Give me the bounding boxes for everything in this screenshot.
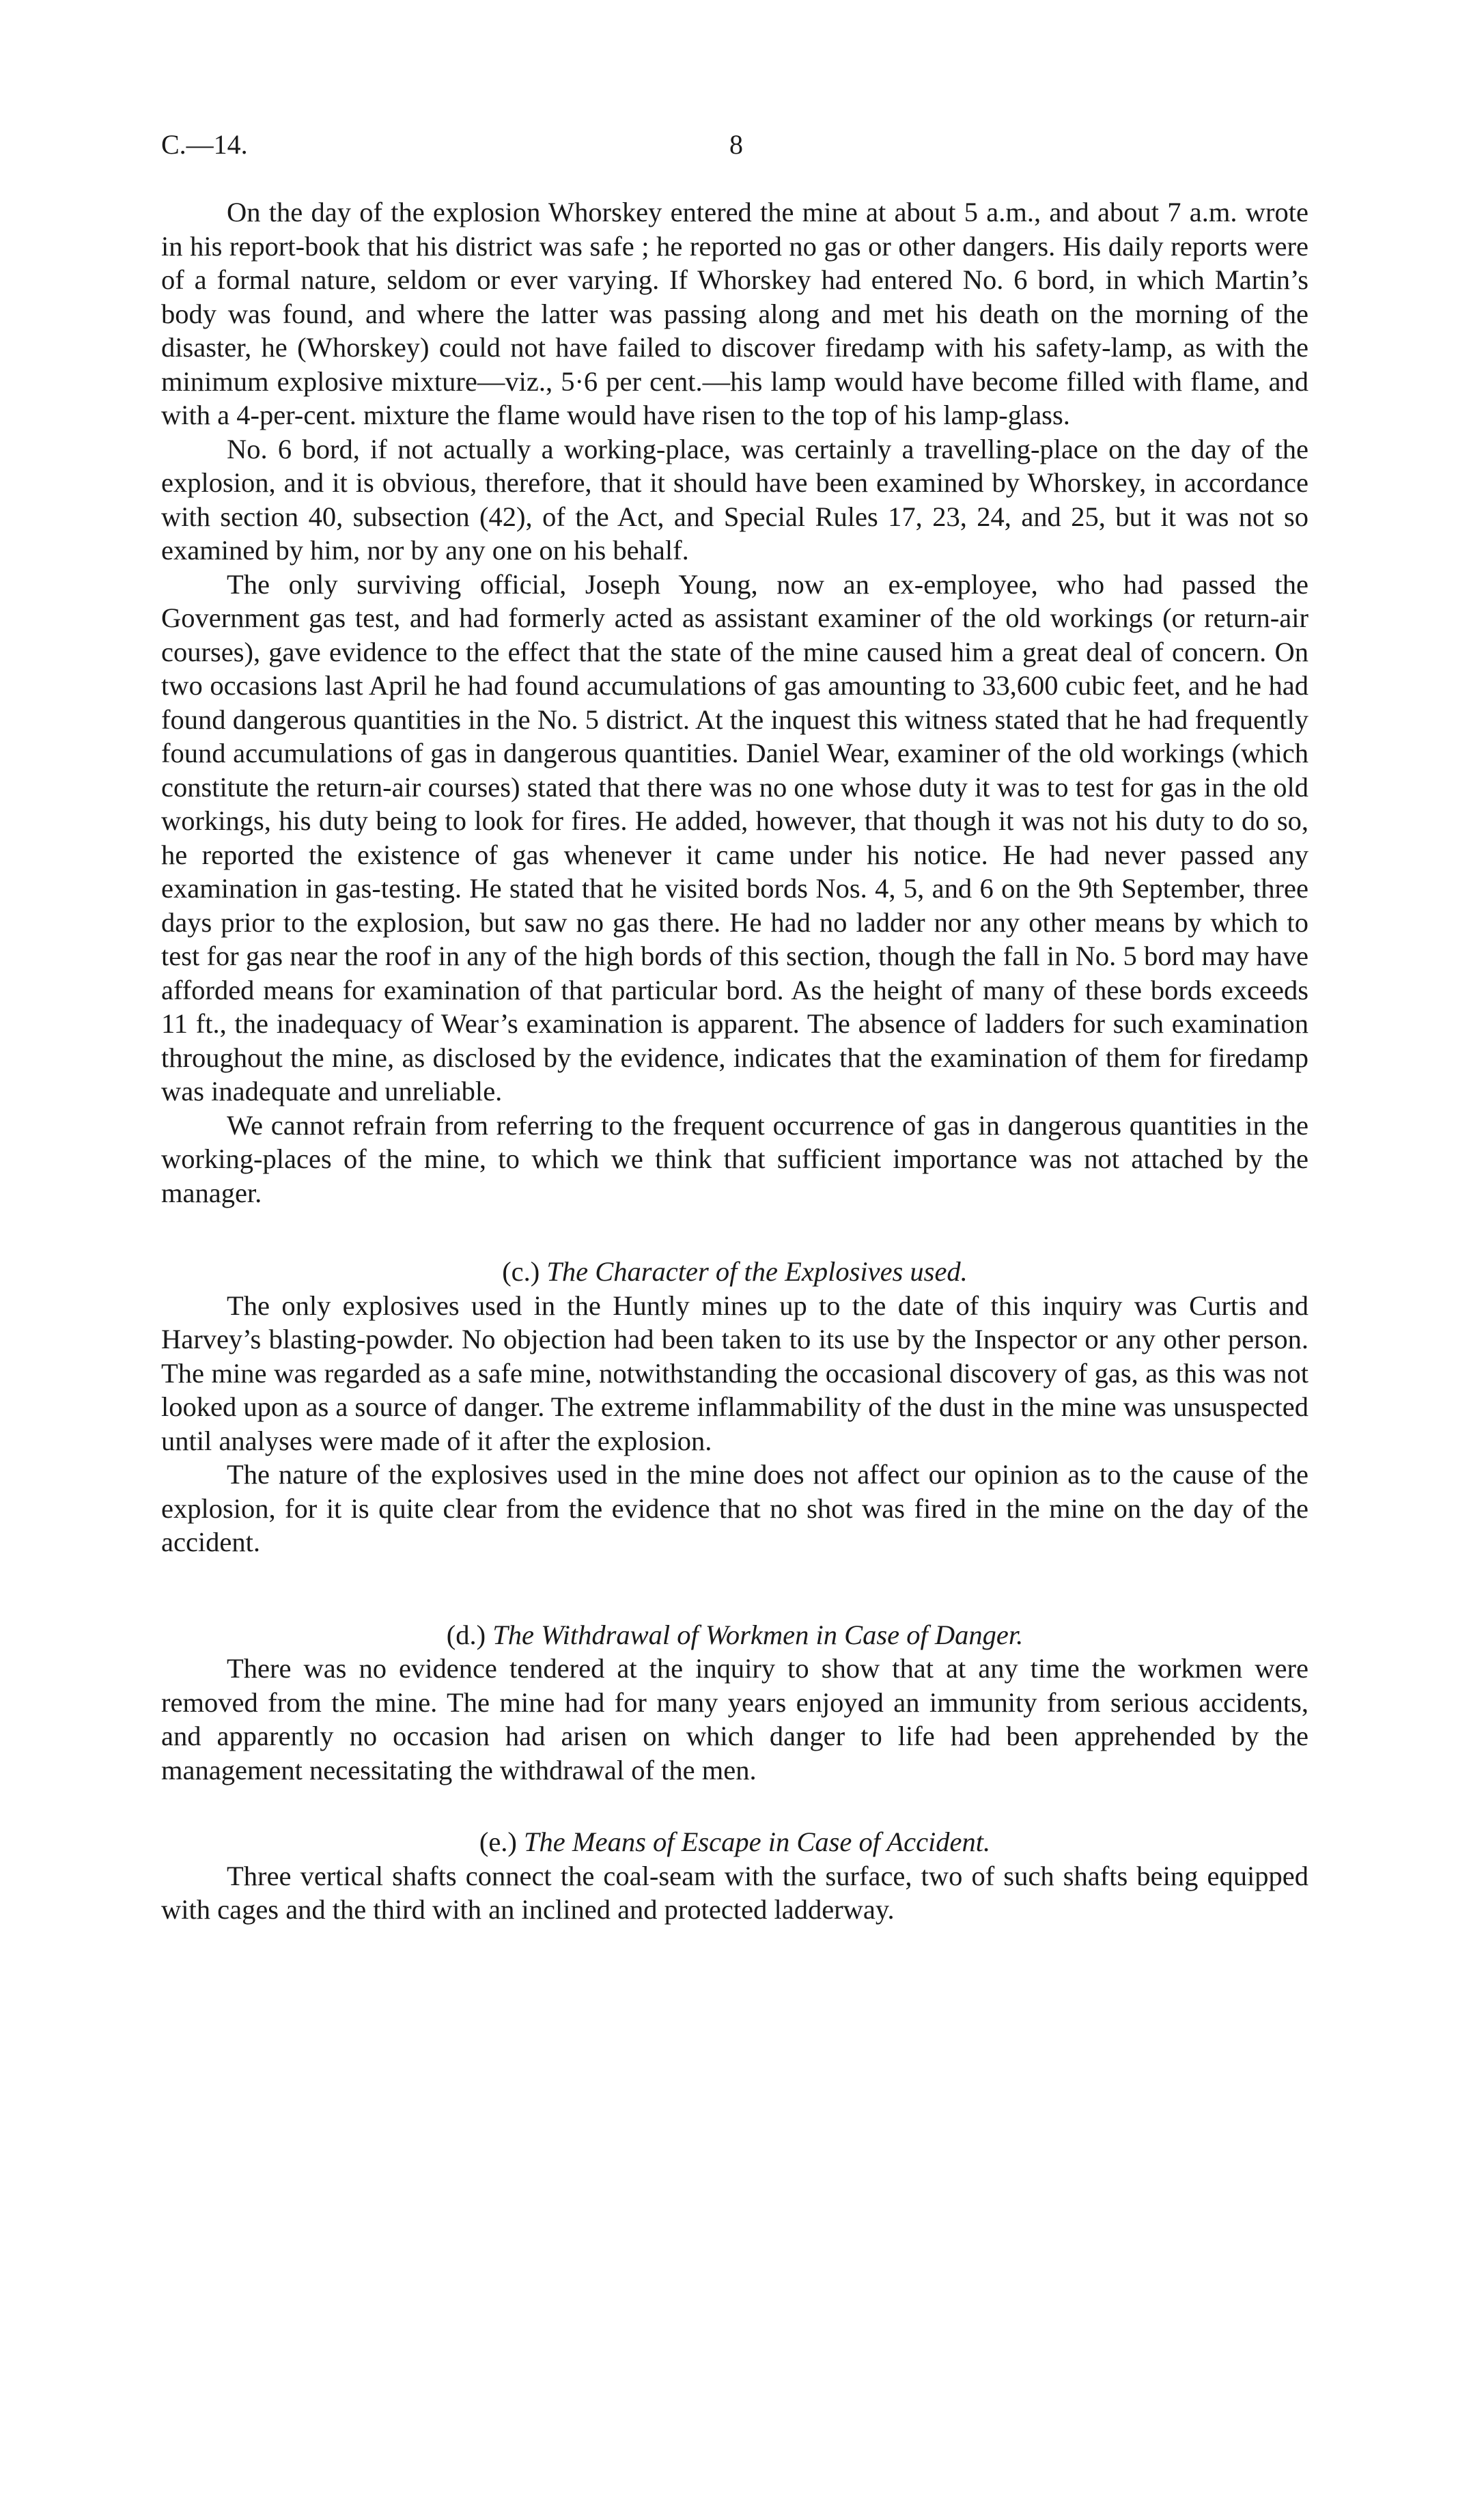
body-text <box>161 195 1308 1927</box>
paragraph: On the day of the explosion Whorskey entered the mine at about 5 a.m., and about 7 a.m. wrote in his report-book that his district was safe ; he reported no gas or other dangers. His daily reports were of a formal nature, seldom or ever varying. If Whorskey had entered No. 6 bord, in which Martin’s body was found, and where the latter was passing along and met his death on the morning of the disaster, he (Whorskey) could not have failed to discover firedamp with his safety-lamp, as with the minimum explosive mixture—viz., 5·6 per cent.—his lamp would have become filled with flame, and with a 4-per-cent. mixture the flame would have risen to the top of his lamp-glass. <box>161 197 1308 430</box>
section-title: The Means of Escape in Case of Accident. <box>524 1826 991 1857</box>
section-title: The Withdrawal of Workmen in Case of Danger. <box>492 1619 1024 1650</box>
document-code: C.—14. <box>161 129 248 160</box>
section-letter: (d.) <box>446 1619 486 1650</box>
paragraph: The only explosives used in the Huntly mines up to the date of this inquiry was Curtis and Harvey’s blasting-powder. No objection had been taken to its use by the Inspector or any other person. The mine was regarded as a safe mine, notwithstanding the occasional discovery of gas, as this was not looked upon as a source of danger. The extreme inflammability of the dust in the mine was unsuspected until analyses were made of it after the explosion. <box>161 1290 1308 1456</box>
page-number: 8 <box>729 129 743 160</box>
paragraph: We cannot refrain from referring to the frequent occurrence of gas in dangerous quantities in the working-places of the mine, to which we think that sufficient importance was not attached by the manager. <box>161 1109 1308 1208</box>
paragraph: The only surviving official, Joseph Young, now an ex-employee, who had passed the Government gas test, and had formerly acted as assistant examiner of the old workings (or return-air courses), gave evidence to the effect that the state of the mine caused him a great deal of concern. On two occasions last April he had found accumulations of gas amounting to 33,600 cubic feet, and he had found dangerous quantities in the No. 5 district. At the inquest this witness stated that he had frequently found accumulations of gas in dangerous quantities. Daniel Wear, examiner of the old workings (which constitute the return-air courses) stated that there was no one whose duty it was to test for gas in the old workings, his duty being to look for fires. He added, however, that though it was not his duty to do so, he reported the existence of gas whenever it came under his notice. He had never passed any examination in gas-testing. He stated that he visited bords Nos. 4, 5, and 6 on the 9th September, three days prior to the explosion, but saw no gas there. He had no ladder nor any other means by which to test for gas near the roof in any of the high bords of this section, though the fall in No. 5 bord may have afforded means for examination of that particular bord. As the height of many of these bords exceeds 11 ft., the inadequacy of Wear’s examination is apparent. The absence of ladders for such examination throughout the mine, as disclosed by the evidence, indicates that the examination of them for firedamp was inadequate and unreliable. <box>161 568 1308 1107</box>
section-heading-c <box>161 1255 1308 1289</box>
page-header <box>161 128 1322 169</box>
paragraph: Three vertical shafts connect the coal-seam with the surface, two of such shafts being equipped with cages and the third with an inclined and protected ladderway. <box>161 1860 1308 1925</box>
section-heading-d <box>161 1618 1308 1652</box>
paragraph: No. 6 bord, if not actually a working-place, was certainly a travelling-place on the day of the explosion, and it is obvious, therefore, that it should have been examined by Whorskey, in accordance with section 40, subsection (42), of the Act, and Special Rules 17, 23, 24, and 25, but it was not so examined by him, nor by any one on his behalf. <box>161 433 1308 566</box>
section-letter: (c.) <box>502 1256 540 1287</box>
section-letter: (e.) <box>479 1826 517 1857</box>
section-heading-e <box>161 1825 1308 1859</box>
paragraph: There was no evidence tendered at the inquiry to show that at any time the workmen were removed from the mine. The mine had for many years enjoyed an immunity from serious accidents, and apparently no occasion had arisen on which danger to life had been apprehended by the management necessitating the withdrawal of the men. <box>161 1653 1308 1785</box>
section-title: The Character of the Explosives used. <box>546 1256 968 1287</box>
paragraph: The nature of the explosives used in the mine does not affect our opinion as to the cause of the explosion, for it is quite clear from the evidence that no shot was fired in the mine on the day of the accident. <box>161 1459 1308 1557</box>
